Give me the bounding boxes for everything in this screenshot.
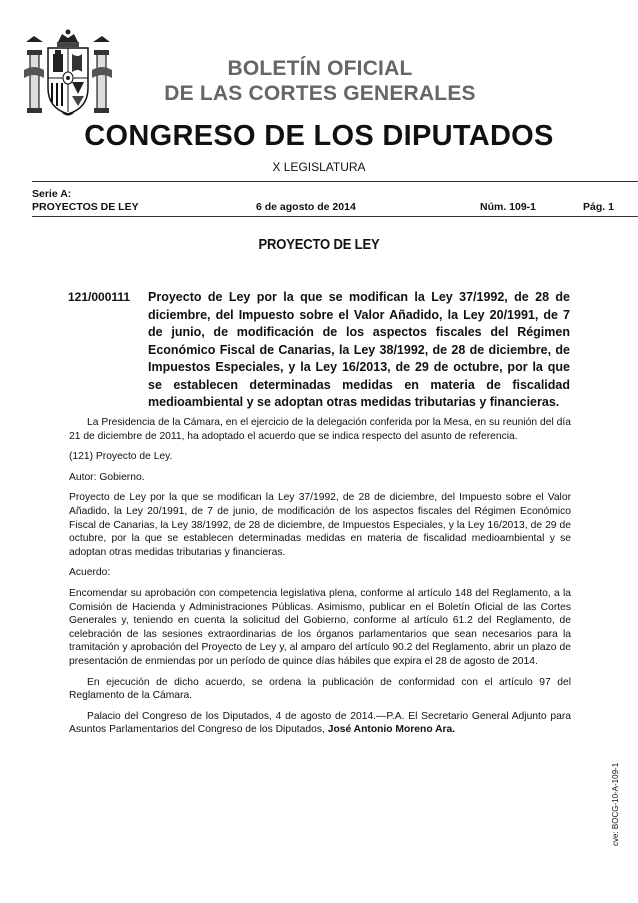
section-title: PROYECTO DE LEY: [258, 237, 380, 253]
legislatura: X LEGISLATURA: [272, 160, 366, 174]
expediente-title: Proyecto de Ley por la que se modifican la Ley 37/1992, de 28 de diciembre, del Impuesto sobre el Valor Añadido, la Ley 20/1991, de 7 de junio, de modificación de los aspectos fiscales del Régimen Económico Fiscal de Canarias, la Ley 38/1992, de 28 de diciembre, de Impuestos Especiales, y la Ley 16/2013, de 29 de octubre, por la que se establecen determinadas medidas en materia de fiscalidad medioambiental y se adoptan otras medidas tributarias y financieras.: [148, 290, 570, 409]
paragraph-signature: [69, 710, 571, 737]
signature-text: Palacio del Congreso de los Diputados, 4 de agosto de 2014.—P.A. El Secretario General Adjunto para Asuntos Parlamentarios del Congreso de los Diputados,: [69, 710, 571, 736]
paragraph-type: (121) Proyecto de Ley.: [69, 451, 173, 463]
header-rule-top: [32, 181, 638, 182]
header-rule-bottom: [32, 216, 638, 217]
boletin-title-line1: BOLETÍN OFICIAL: [227, 57, 413, 80]
expediente-number: 121/000111: [68, 290, 131, 304]
cve-code: cve: BOCG-10-A-109-1: [611, 762, 620, 846]
coat-of-arms-icon: [22, 28, 114, 120]
paragraph-acuerdo: Encomendar su aprobación con competencia legislativa plena, conforme al artículo 148 del Reglamento, a la Comisión de Hacienda y Administraciones Públicas. Asimismo, publicar en el Boletín Oficial de las Cortes Generales y, teniendo en cuenta la solicitud del Gobierno, conforme al artículo 61.2 del Reglamento, de celebración de las sesiones extraordinarias de los órganos parlamentarios que sean necesarios para la tramitación y aprobación del Proyecto de Ley y, al amparo del artículo 90.2 del Reglamento, abrir un plazo de presentación de enmiendas por un período de quince días hábiles que expira el 28 de agosto de 2014.: [69, 587, 571, 667]
document-body: [69, 416, 571, 744]
issue-number: Núm. 109-1: [480, 201, 537, 213]
chamber-title: CONGRESO DE LOS DIPUTADOS: [84, 120, 554, 152]
paragraph-publication: En ejecución de dicho acuerdo, se ordena la publicación de conformidad con el artículo 97 del Reglamento de la Cámara.: [69, 676, 571, 702]
boletin-title-line2: DE LAS CORTES GENERALES: [164, 82, 476, 105]
serie-name: PROYECTOS DE LEY: [32, 201, 139, 213]
paragraph-description: Proyecto de Ley por la que se modifican la Ley 37/1992, de 28 de diciembre, del Impuesto sobre el Valor Añadido, la Ley 20/1991, de 7 de junio, de modificación de los aspectos fiscales del Régimen Económico Fiscal de Canarias, la Ley 38/1992, de 28 de diciembre, de Impuestos Especiales, y la Ley 16/2013, de 29 de octubre, por la que se establecen determinadas medidas en materia de fiscalidad medioambiental y se adoptan otras medidas tributarias y financieras.: [69, 492, 571, 558]
page-number: Pág. 1: [583, 201, 614, 213]
serie-label: Serie A:: [32, 188, 72, 200]
signatory-name: José Antonio Moreno Ara.: [327, 724, 456, 736]
publication-date: 6 de agosto de 2014: [256, 201, 356, 213]
paragraph-presidencia: La Presidencia de la Cámara, en el ejercicio de la delegación conferida por la Mesa, en su reunión del día 21 de diciembre de 2011, ha adoptado el acuerdo que se indica respecto del asunto de referencia.: [69, 417, 571, 442]
paragraph-author: Autor: Gobierno.: [69, 471, 145, 483]
paragraph-acuerdo-label: Acuerdo:: [69, 567, 111, 579]
